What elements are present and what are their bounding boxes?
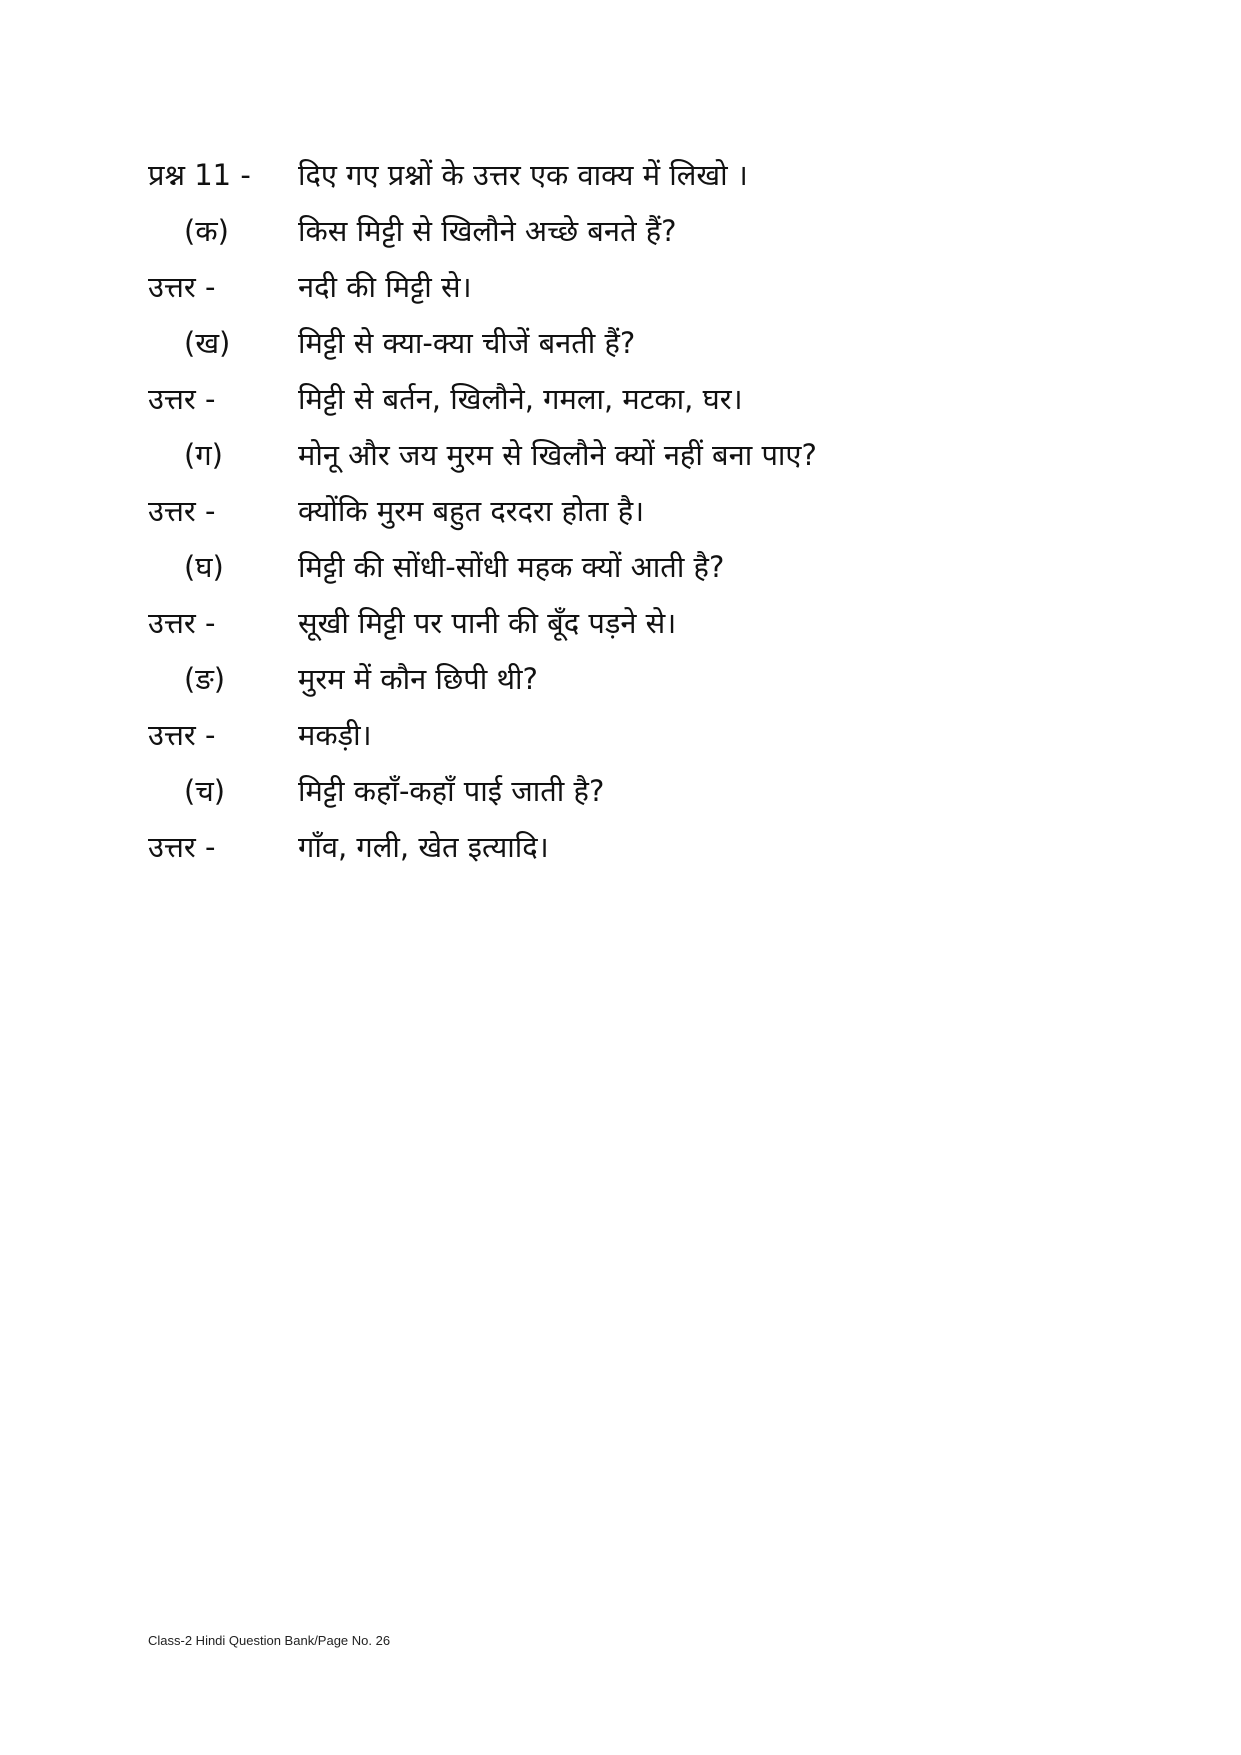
sub-question-label: (घ) (184, 550, 224, 584)
answer-label: उत्तर - (148, 494, 216, 528)
sub-question (0, 203, 1241, 259)
question-heading (0, 147, 1241, 203)
question-instruction: दिए गए प्रश्नों के उत्तर एक वाक्य में लिखो । (298, 158, 748, 192)
answer-label: उत्तर - (148, 830, 216, 864)
answer-text: क्योंकि मुरम बहुत दरदरा होता है। (298, 494, 645, 528)
answer-line (0, 819, 1241, 875)
answer-label: उत्तर - (148, 606, 216, 640)
sub-question (0, 315, 1241, 371)
sub-question-label: (च) (184, 774, 226, 808)
answer-label: उत्तर - (148, 718, 216, 752)
answer-line (0, 259, 1241, 315)
page-footer: Class-2 Hindi Question Bank/Page No. 26 (148, 1633, 391, 1648)
sub-question-label: (ग) (184, 438, 223, 472)
sub-question-label: (ङ) (184, 662, 226, 696)
answer-text: मिट्टी से बर्तन, खिलौने, गमला, मटका, घर। (298, 382, 743, 416)
sub-question-label: (ख) (184, 326, 231, 360)
sub-question-text: मिट्टी कहाँ-कहाँ पाई जाती है? (298, 774, 605, 808)
sub-question (0, 427, 1241, 483)
sub-question-text: मिट्टी की सोंधी-सोंधी महक क्यों आती है? (298, 550, 725, 584)
sub-question-text: मिट्टी से क्या-क्या चीजें बनती हैं? (298, 326, 636, 360)
sub-question-text: मोनू और जय मुरम से खिलौने क्यों नहीं बना पाए? (298, 438, 817, 472)
answer-line (0, 707, 1241, 763)
answer-line (0, 483, 1241, 539)
answer-text: नदी की मिट्टी से। (298, 270, 472, 304)
sub-question (0, 651, 1241, 707)
answer-line (0, 595, 1241, 651)
answer-text: मकड़ी। (298, 718, 372, 752)
sub-question-text: मुरम में कौन छिपी थी? (298, 662, 538, 696)
sub-question-label: (क) (184, 214, 229, 248)
sub-question (0, 763, 1241, 819)
sub-question-text: किस मिट्टी से खिलौने अच्छे बनते हैं? (298, 214, 677, 248)
answer-line (0, 371, 1241, 427)
question-number: प्रश्न 11 - (148, 158, 251, 192)
answer-text: गाँव, गली, खेत इत्यादि। (298, 830, 549, 864)
answer-label: उत्तर - (148, 382, 216, 416)
sub-question (0, 539, 1241, 595)
answer-label: उत्तर - (148, 270, 216, 304)
answer-text: सूखी मिट्टी पर पानी की बूँद पड़ने से। (298, 606, 677, 640)
